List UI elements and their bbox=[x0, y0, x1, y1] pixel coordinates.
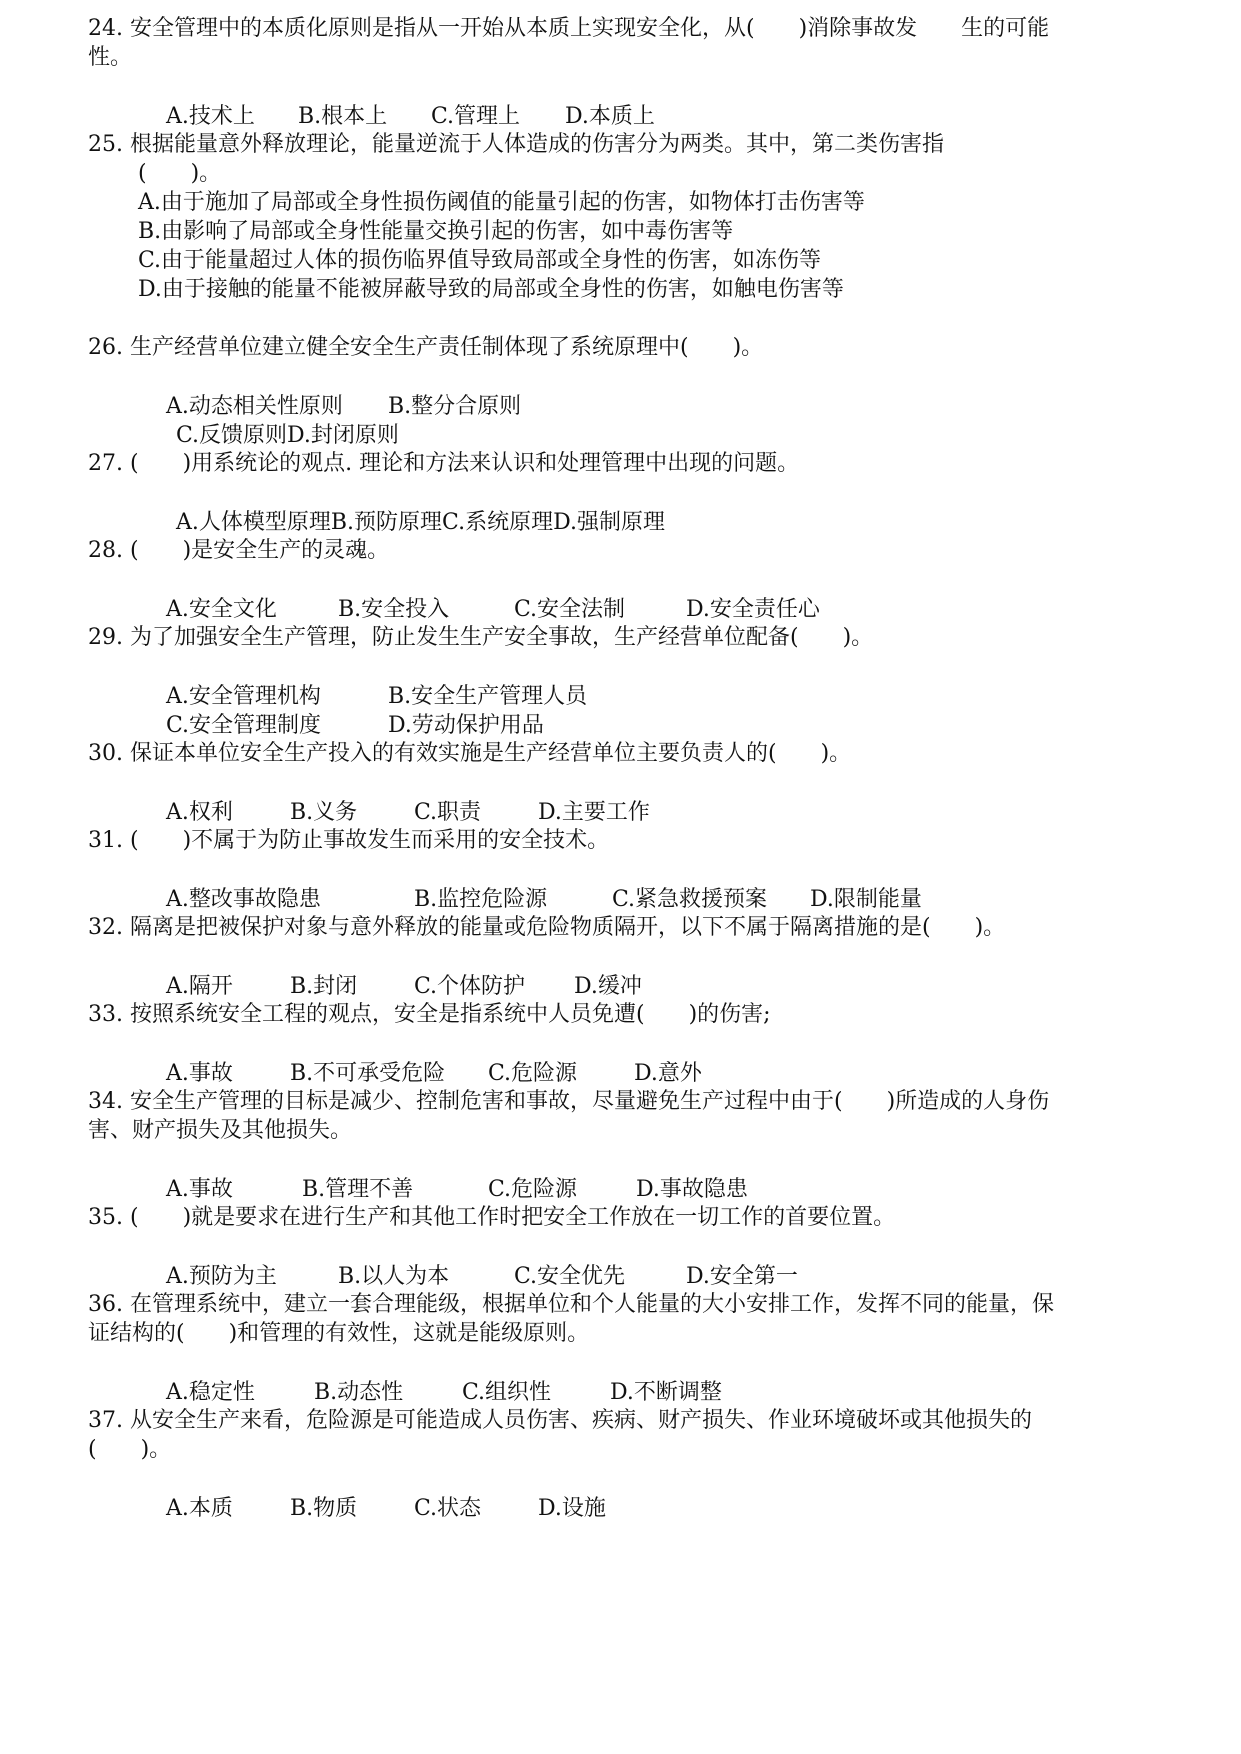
option-d: D.主要工作 bbox=[537, 800, 650, 825]
option-b: B.封闭 bbox=[289, 974, 358, 999]
option-a: A.事故 bbox=[165, 1061, 233, 1086]
option-b: B.安全生产管理人员 bbox=[387, 684, 588, 709]
question-31-line-1: 31. ( )不属于为防止事故发生而采用的安全技术。 bbox=[88, 828, 610, 853]
option-b: B.动态性 bbox=[313, 1380, 404, 1405]
option-c: C.系统原理 bbox=[442, 510, 554, 535]
option-d: D.封闭原则 bbox=[287, 423, 399, 448]
option-b: B.不可承受危险 bbox=[289, 1061, 446, 1086]
option-c: C.紧急救援预案 bbox=[611, 887, 768, 912]
option-a: A.隔开 bbox=[165, 974, 233, 999]
question-29-line-1: 29. 为了加强安全生产管理，防止发生生产安全事故，生产经营单位配备( )。 bbox=[88, 625, 874, 650]
question-34-line-1: 34. 安全生产管理的目标是减少、控制危害和事故，尽量避免生产过程中由于( )所造成的人身伤 bbox=[88, 1089, 1050, 1114]
option-d: D.安全责任心 bbox=[685, 597, 820, 622]
option-a: A.整改事故隐患 bbox=[165, 887, 321, 912]
question-32-line-1: 32. 隔离是把被保护对象与意外释放的能量或危险物质隔开，以下不属于隔离措施的是( )。 bbox=[88, 915, 1006, 940]
question-27-line-1: 27. ( )用系统论的观点. 理论和方法来认识和处理管理中出现的问题。 bbox=[88, 451, 800, 476]
option-b: B.根本上 bbox=[297, 104, 388, 129]
question-36-line-2: 证结构的( )和管理的有效性，这就是能级原则。 bbox=[88, 1321, 590, 1346]
option-d: D.意外 bbox=[633, 1061, 702, 1086]
option-c: C.危险源 bbox=[487, 1177, 578, 1202]
option-a: A.人体模型原理 bbox=[175, 510, 331, 535]
question-33-line-1: 33. 按照系统安全工程的观点，安全是指系统中人员免遭( )的伤害; bbox=[88, 1002, 771, 1027]
question-28-line-1: 28. ( )是安全生产的灵魂。 bbox=[88, 538, 390, 563]
option-d: D.本质上 bbox=[564, 104, 655, 129]
option-c: C.组织性 bbox=[461, 1380, 552, 1405]
question-26-line-1: 26. 生产经营单位建立健全安全生产责任制体现了系统原理中( )。 bbox=[88, 335, 764, 360]
option-d: D.限制能量 bbox=[809, 887, 922, 912]
option-c: C.危险源 bbox=[487, 1061, 578, 1086]
option-c: C.安全管理制度 bbox=[165, 713, 322, 738]
question-25-line-2: ( )。 bbox=[138, 161, 222, 186]
option-d: D.安全第一 bbox=[685, 1264, 798, 1289]
option-a: A.预防为主 bbox=[165, 1264, 277, 1289]
option-c: C.职责 bbox=[413, 800, 482, 825]
option-a: A.事故 bbox=[165, 1177, 233, 1202]
question-25-option-c: C.由于能量超过人体的损伤临界值导致局部或全身性的伤害，如冻伤等 bbox=[138, 248, 822, 273]
option-b: B.安全投入 bbox=[337, 597, 450, 622]
question-37-line-2: ( )。 bbox=[88, 1437, 172, 1462]
option-a: A.技术上 bbox=[165, 104, 255, 129]
option-b: B.预防原理 bbox=[330, 510, 443, 535]
option-b: B.物质 bbox=[289, 1496, 358, 1521]
option-b: B.监控危险源 bbox=[413, 887, 548, 912]
option-c: C.管理上 bbox=[430, 104, 521, 129]
option-d: D.劳动保护用品 bbox=[387, 713, 544, 738]
option-d: D.不断调整 bbox=[609, 1380, 722, 1405]
question-34-line-2: 害、财产损失及其他损失。 bbox=[88, 1118, 353, 1143]
option-a: A.安全文化 bbox=[165, 597, 277, 622]
option-c: C.状态 bbox=[413, 1496, 482, 1521]
question-37-line-1: 37. 从安全生产来看，危险源是可能造成人员伤害、疾病、财产损失、作业环境破坏或其他损失的 bbox=[88, 1408, 1032, 1433]
option-a: A.安全管理机构 bbox=[165, 684, 321, 709]
question-25-option-a: A.由于施加了局部或全身性损伤阈值的能量引起的伤害，如物体打击伤害等 bbox=[138, 190, 865, 215]
option-d: D.缓冲 bbox=[573, 974, 642, 999]
option-b: B.管理不善 bbox=[301, 1177, 414, 1202]
question-25-option-b: B.由影响了局部或全身性能量交换引起的伤害，如中毒伤害等 bbox=[138, 219, 734, 244]
option-d: D.强制原理 bbox=[553, 510, 665, 535]
option-c: C.个体防护 bbox=[413, 974, 526, 999]
question-24-line-2: 性。 bbox=[88, 45, 133, 70]
question-30-line-1: 30. 保证本单位安全生产投入的有效实施是生产经营单位主要负责人的( )。 bbox=[88, 741, 852, 766]
question-36-line-1: 36. 在管理系统中，建立一套合理能级，根据单位和个人能量的大小安排工作，发挥不同的能量，保 bbox=[88, 1292, 1054, 1317]
option-b: B.整分合原则 bbox=[387, 394, 522, 419]
option-b: B.以人为本 bbox=[337, 1264, 450, 1289]
option-d: D.事故隐患 bbox=[635, 1177, 748, 1202]
option-c: C.反馈原则 bbox=[175, 423, 288, 448]
option-a: A.稳定性 bbox=[165, 1380, 255, 1405]
question-25-line-1: 25. 根据能量意外释放理论，能量逆流于人体造成的伤害分为两类。其中，第二类伤害指 bbox=[88, 132, 944, 157]
option-c: C.安全法制 bbox=[513, 597, 626, 622]
question-25-option-d: D.由于接触的能量不能被屏蔽导致的局部或全身性的伤害，如触电伤害等 bbox=[138, 277, 844, 302]
question-37-options bbox=[138, 1464, 606, 1554]
option-a: A.动态相关性原则 bbox=[165, 394, 343, 419]
question-24-line-1: 24. 安全管理中的本质化原则是指从一开始从本质上实现安全化，从( )消除事故发 生的可能 bbox=[88, 16, 1050, 41]
option-a: A.本质 bbox=[165, 1496, 233, 1521]
option-c: C.安全优先 bbox=[513, 1264, 626, 1289]
option-d: D.设施 bbox=[537, 1496, 606, 1521]
option-b: B.义务 bbox=[289, 800, 358, 825]
question-35-line-1: 35. ( )就是要求在进行生产和其他工作时把安全工作放在一切工作的首要位置。 bbox=[88, 1205, 896, 1230]
option-a: A.权利 bbox=[165, 800, 233, 825]
